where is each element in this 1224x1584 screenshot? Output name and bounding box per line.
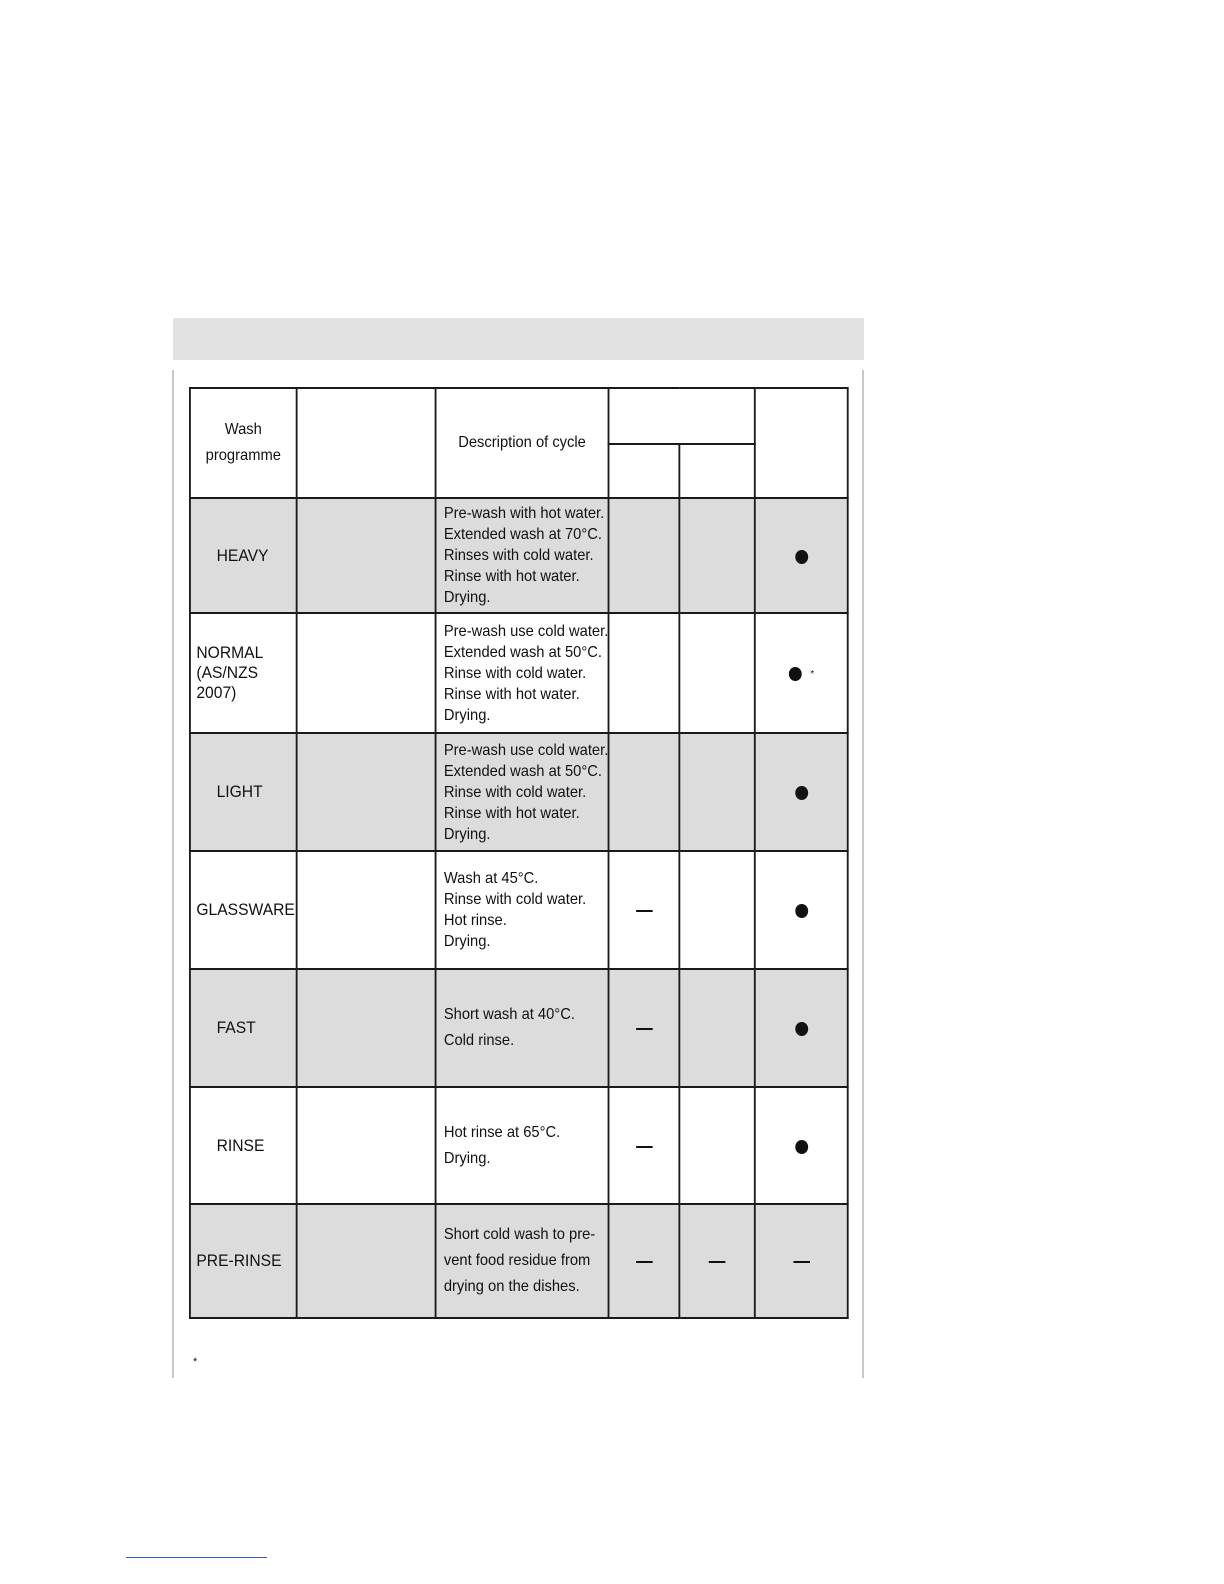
table-row [190,498,848,613]
symbol-cell-c [755,733,848,851]
symbol-cell-a [609,851,680,969]
symbol-cell-a [609,498,680,613]
table-row [190,969,848,1087]
header-wash-line1: Wash [224,421,262,438]
filled-dot-icon [795,1140,808,1154]
symbol-cell-b [679,969,754,1087]
header-wash-programme [190,388,297,498]
header-row [190,388,848,444]
empty-cell [297,851,436,969]
empty-cell [297,733,436,851]
bottom-link-underline [126,1557,267,1558]
symbol-cell-c [755,613,848,733]
table-row [190,1087,848,1204]
symbol-cell-c [755,498,848,613]
table-row [190,1204,848,1318]
symbol-cell-a [609,1087,680,1204]
cycle-description: Short cold wash to pre- vent food residue from drying on the dishes. [436,1204,609,1318]
dash-icon [709,1261,726,1263]
frame-right-rule [862,370,864,1378]
symbol-cell-c [755,1204,848,1318]
filled-dot-icon [795,550,808,564]
table-row [190,851,848,969]
dash-icon [636,910,653,912]
symbol-cell-c [755,1087,848,1204]
cycle-description: Pre-wash use cold water. Extended wash at 50°C. Rinse with cold water. Rinse with hot water. Drying. [436,613,609,733]
programme-name: PRE-RINSE [190,1204,297,1318]
filled-dot-icon [795,904,808,918]
symbol-cell-a [609,613,680,733]
cycle-description: Hot rinse at 65°C. Drying. [436,1087,609,1204]
cycle-description: Wash at 45°C. Rinse with cold water. Hot rinse. Drying. [436,851,609,969]
programme-name: HEAVY [190,498,297,613]
cycle-description: Pre-wash with hot water. Extended wash at 70°C. Rinses with cold water. Rinse with hot water. Drying. [436,498,609,613]
symbol-cell-a [609,969,680,1087]
symbol-cell-b [679,851,754,969]
section-header-band [173,318,864,360]
header-description: Description of cycle [436,388,609,498]
programme-name: LIGHT [190,733,297,851]
table-row [190,613,848,733]
footnote-marker: * [810,668,815,680]
frame-left-rule [172,370,174,1378]
symbol-cell-b [679,613,754,733]
symbol-cell-b [679,1204,754,1318]
filled-dot-icon [795,786,808,800]
programme-name: FAST [190,969,297,1087]
symbol-cell-b [679,498,754,613]
footnote-marker-bottom: * [193,1356,198,1368]
programme-name: GLASSWARE [190,851,297,969]
header-group-top [609,388,755,444]
empty-cell [297,613,436,733]
cycle-description: Pre-wash use cold water. Extended wash at 50°C. Rinse with cold water. Rinse with hot water. Drying. [436,733,609,851]
dash-icon [636,1028,653,1030]
symbol-cell-c [755,969,848,1087]
symbol-cell-a [609,733,680,851]
dash-icon [636,1261,653,1263]
symbol-cell-b [679,1087,754,1204]
empty-cell [297,969,436,1087]
symbol-cell-a [609,1204,680,1318]
filled-dot-icon [788,667,801,681]
header-empty-col2 [297,388,436,498]
header-wash-line2: programme [205,447,281,464]
header-sub-a [609,444,680,498]
dash-icon [636,1146,653,1148]
empty-cell [297,1087,436,1204]
empty-cell [297,1204,436,1318]
symbol-cell-b [679,733,754,851]
cycle-description: Short wash at 40°C. Cold rinse. [436,969,609,1087]
header-sub-b [679,444,754,498]
programme-name: NORMAL (AS/NZS 2007) [190,613,297,733]
header-empty-col6 [755,388,848,498]
table-row [190,733,848,851]
dash-icon [793,1261,810,1263]
programme-name: RINSE [190,1087,297,1204]
symbol-cell-c [755,851,848,969]
empty-cell [297,498,436,613]
filled-dot-icon [795,1022,808,1036]
programme-table [189,387,849,1319]
